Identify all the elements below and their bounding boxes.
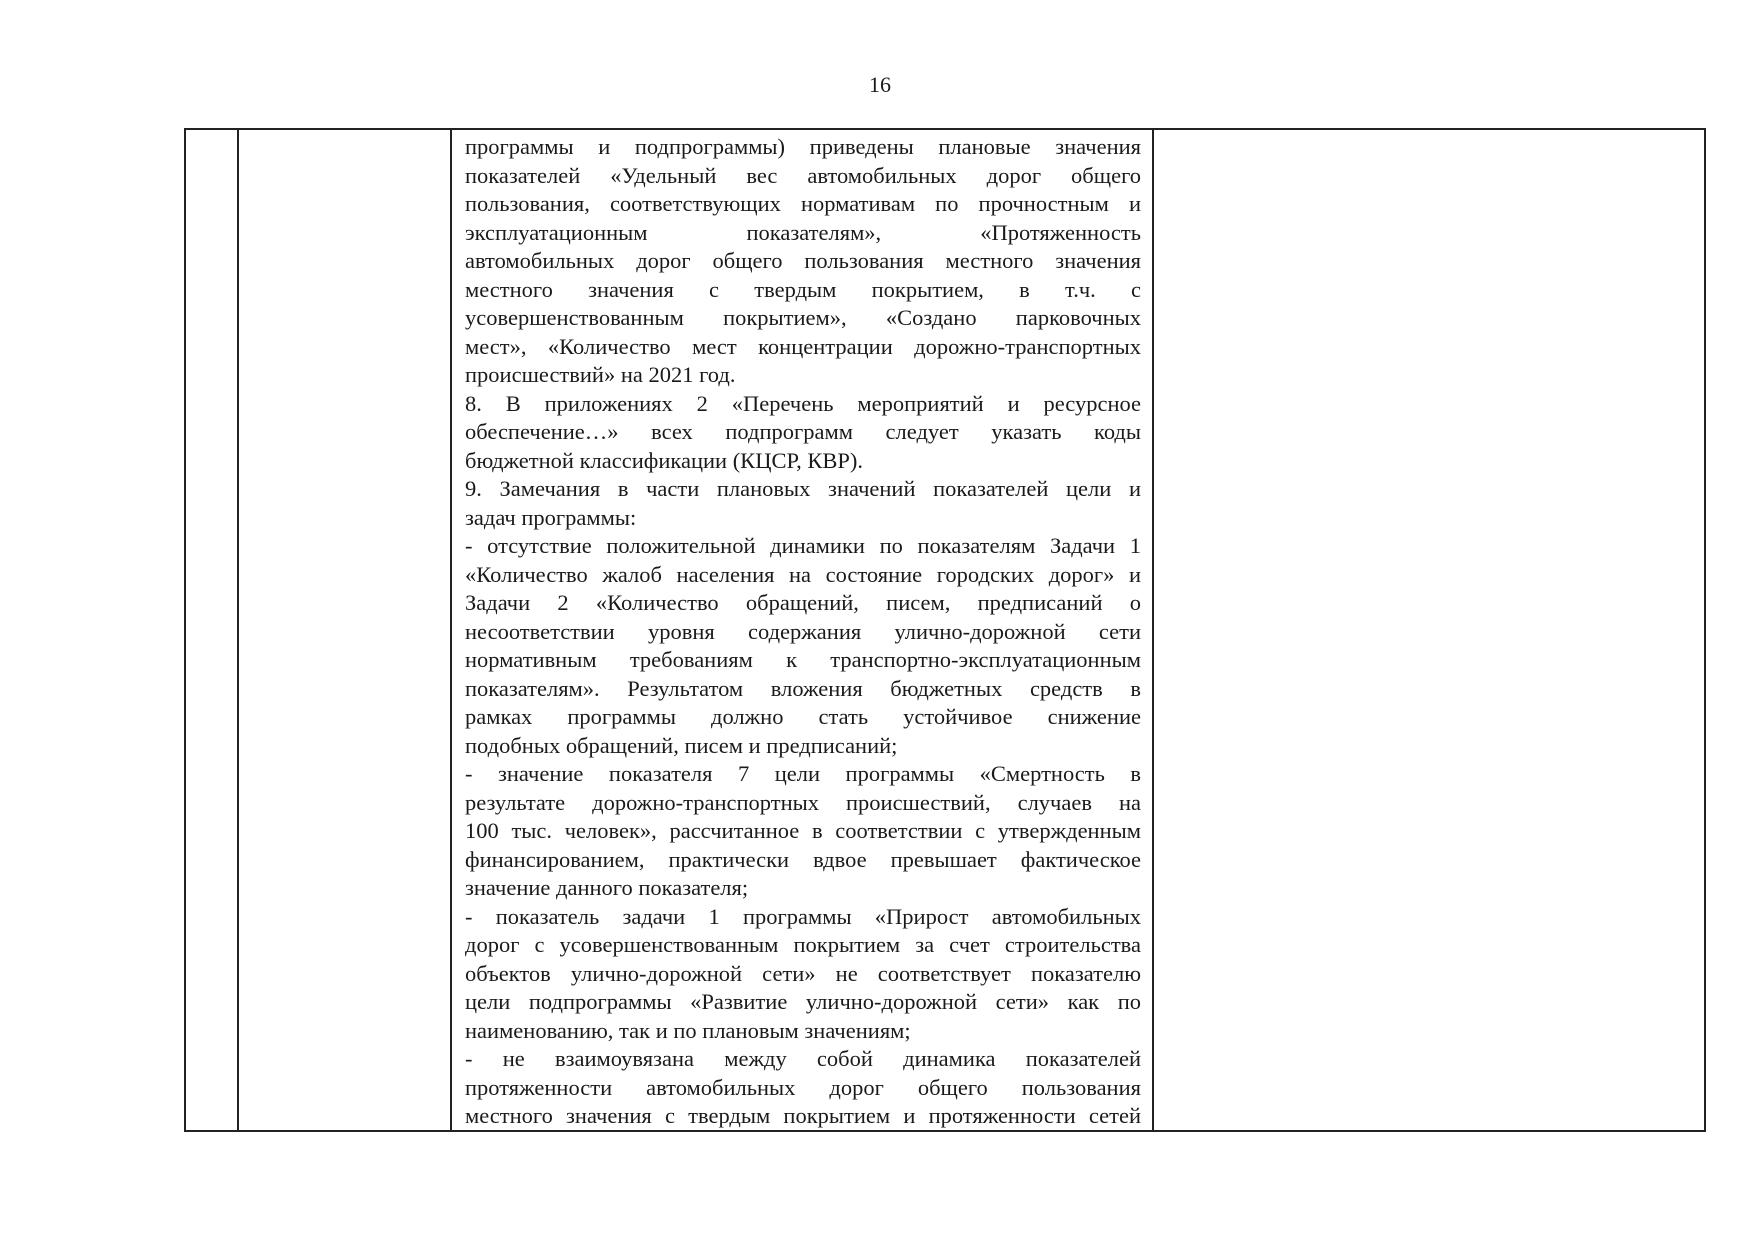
text-line: усовершенствованным покрытием», «Создано парковочных — [465, 305, 1141, 330]
text-line: показателей «Удельный вес автомобильных дорог общего — [465, 162, 1141, 188]
text-line: показателям». Результатом вложения бюджетных средств в — [465, 675, 1141, 701]
text-line: задач программы: — [465, 504, 637, 530]
table-column-number — [186, 130, 239, 1130]
text-line: объектов улично-дорожной сети» не соответствует показателю — [465, 960, 1141, 986]
table-column-name — [239, 130, 452, 1130]
text-line: значение данного показателя; — [465, 875, 749, 900]
text-line: Задачи 2 «Количество обращений, писем, предписаний о — [465, 590, 1141, 615]
text-line: бюджетной классификации (КЦСР, КВР). — [465, 447, 864, 473]
text-line: нормативным требованиям к транспортно-эксплуатационным — [465, 647, 1141, 672]
text-line: наименованию, так и по плановым значениям; — [465, 1017, 911, 1043]
text-line: подобных обращений, писем и предписаний; — [465, 732, 898, 758]
text-line: результате дорожно-транспортных происшествий, случаев на — [465, 789, 1141, 815]
text-line: эксплуатационным показателям», «Протяженность — [465, 219, 1141, 245]
text-line: местного значения с твердым покрытием и протяженности сетей — [465, 1103, 1141, 1128]
text-line: местного значения с твердым покрытием, в т.ч. с — [465, 276, 1141, 302]
text-line: дорог с усовершенствованным покрытием за счет строительства — [465, 932, 1141, 957]
text-line: протяженности автомобильных дорог общего пользования — [465, 1074, 1141, 1100]
text-line: - не взаимоувязана между собой динамика показателей — [465, 1046, 1141, 1071]
page-number: 16 — [869, 72, 891, 97]
text-line: мест», «Количество мест концентрации дорожно-транспортных — [465, 333, 1141, 359]
text-line: - отсутствие положительной динамики по показателям Задачи 1 — [465, 533, 1141, 558]
text-line: программы и подпрограммы) приведены плановые значения — [465, 134, 1141, 159]
text-line: 9. Замечания в части плановых значений показателей цели и — [465, 476, 1141, 501]
text-line: цели подпрограммы «Развитие улично-дорожной сети» как по — [465, 989, 1141, 1014]
text-line: 8. В приложениях 2 «Перечень мероприятий и ресурсное — [465, 390, 1141, 416]
table-column-remarks — [452, 130, 1154, 1130]
text-line: финансированием, практически вдвое превышает фактическое — [465, 846, 1141, 872]
text-line: 100 тыс. человек», рассчитанное в соответствии с утвержденным — [465, 818, 1141, 843]
text-line: несоответствии уровня содержания улично-дорожной сети — [465, 618, 1141, 644]
text-line: - показатель задачи 1 программы «Прирост автомобильных — [465, 903, 1141, 929]
table-column-notes — [1154, 130, 1704, 1130]
text-line: происшествий» на 2021 год. — [465, 362, 736, 387]
text-line: - значение показателя 7 цели программы «Смертность в — [465, 761, 1141, 786]
document-table — [184, 128, 1706, 1132]
text-line: обеспечение…» всех подпрограмм следует указать коды — [465, 419, 1141, 444]
text-line: рамках программы должно стать устойчивое снижение — [465, 704, 1141, 729]
text-line: автомобильных дорог общего пользования местного значения — [465, 248, 1141, 273]
text-line: «Количество жалоб населения на состояние городских дорог» и — [465, 561, 1141, 587]
text-line: пользования, соответствующих нормативам по прочностным и — [465, 191, 1141, 216]
